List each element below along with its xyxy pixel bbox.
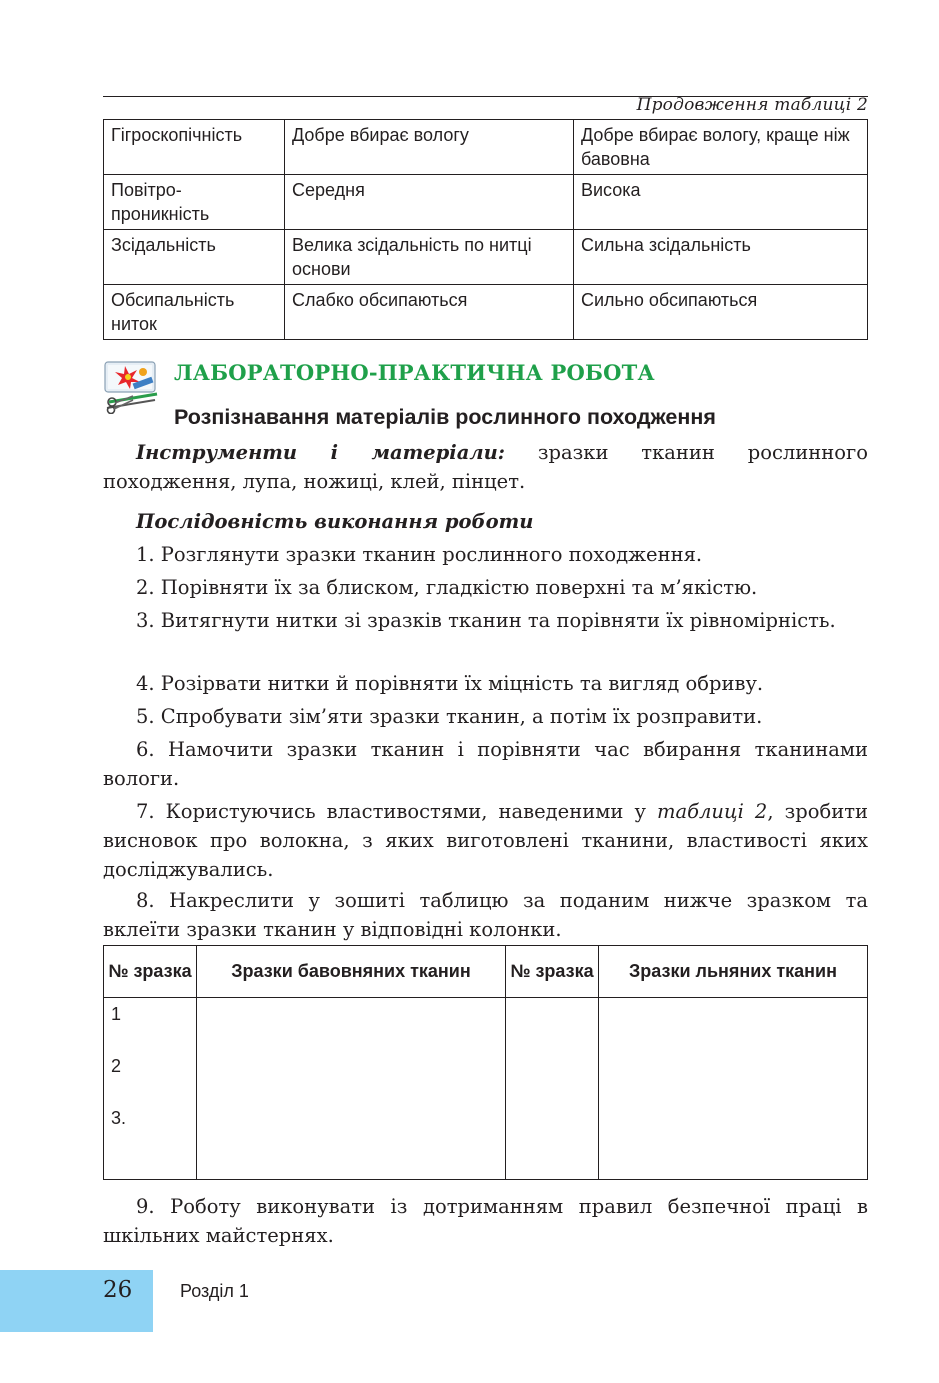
sequence-heading: Послідовність виконання роботи [136,510,534,533]
table-cell: Сильно обсипаються [574,285,868,340]
table-cell: Велика зсідальність по нитці основи [285,230,574,285]
table-row [104,120,868,175]
step-text: 3. Витягнути нитки зі зразків тканин та порівняти їх рівномірність. [136,609,836,632]
step-text: 9. Роботу виконувати із дотриманням правил безпечної праці в шкільних майстернях. [103,1195,868,1247]
step-text: 7. Користуючись властивостями, наведеними у [136,800,657,823]
column-header: Зразки льняних тканин [599,946,868,998]
step-text: 5. Спробувати зім’яти зразки тканин, а потім їх розправити. [136,705,763,728]
sample-number-cell-2 [506,998,599,1180]
table-row [104,175,868,230]
table-cell: Слабко обсипаються [285,285,574,340]
sequence-heading-paragraph [103,507,868,536]
step-text: , зробити висновок про волокна, з яких виготовлені тканини, властивості яких досліджувались. [103,800,868,881]
step-text: 2. Порівняти їх за блиском, гладкістю поверхні та м’якістю. [136,576,758,599]
lab-title: ЛАБОРАТОРНО-ПРАКТИЧНА РОБОТА [174,360,655,385]
table-cell: Зсідальність [104,230,285,285]
column-header: Зразки бавовняних тканин [197,946,506,998]
table-row [104,285,868,340]
column-header: № зразка [506,946,599,998]
sample-number-cell [104,998,197,1180]
page-number: 26 [103,1277,133,1303]
materials-paragraph [103,438,868,496]
table-cell: Повітро-проникність [104,175,285,230]
step-7 [103,797,868,884]
table-continuation-caption: Продовження таблиці 2 [636,95,868,115]
sample-number: 1 [111,1004,122,1024]
table-cell: Висока [574,175,868,230]
step-2 [103,573,868,602]
materials-text: зразки тканин рослинного походження, лупа, ножиці, клей, пінцет. [103,441,868,493]
step-4 [103,669,868,698]
table-row [104,230,868,285]
step-8 [103,886,868,944]
table-cell: Добре вбирає вологу, краще ніж бавовна [574,120,868,175]
table-reference: таблиці 2 [657,800,768,823]
lab-tools-icon [103,358,161,414]
table-cell: Середня [285,175,574,230]
step-5 [103,702,868,731]
step-6 [103,735,868,793]
step-text: 8. Накреслити у зошиті таблицю за поданим нижче зразком та вклеїти зразки тканин у відповідні колонки. [103,889,868,941]
section-label: Розділ 1 [180,1281,249,1301]
properties-table [103,119,868,340]
table-cell: Гігроскопічність [104,120,285,175]
step-9 [103,1192,868,1250]
lab-subtitle: Розпізнавання матеріалів рослинного походження [174,405,716,429]
column-header: № зразка [104,946,197,998]
step-text: 6. Намочити зразки тканин і порівняти час вбирання тканинами вологи. [103,738,868,790]
table-row [104,998,868,1180]
step-3 [103,606,868,635]
sample-number: 2 [111,1056,122,1076]
table-cell: Обсипальність ниток [104,285,285,340]
samples-table [103,945,868,1180]
cotton-samples-cell [197,998,506,1180]
materials-label: Інструменти і матеріали: [136,441,505,464]
table-cell: Добре вбирає вологу [285,120,574,175]
step-text: 4. Розірвати нитки й порівняти їх міцність та вигляд обриву. [136,672,764,695]
sample-number: 3. [111,1108,127,1128]
linen-samples-cell [599,998,868,1180]
table-cell: Сильна зсідальність [574,230,868,285]
step-text: 1. Розглянути зразки тканин рослинного походження. [136,543,703,566]
step-1 [103,540,868,569]
table-header-row [104,946,868,998]
